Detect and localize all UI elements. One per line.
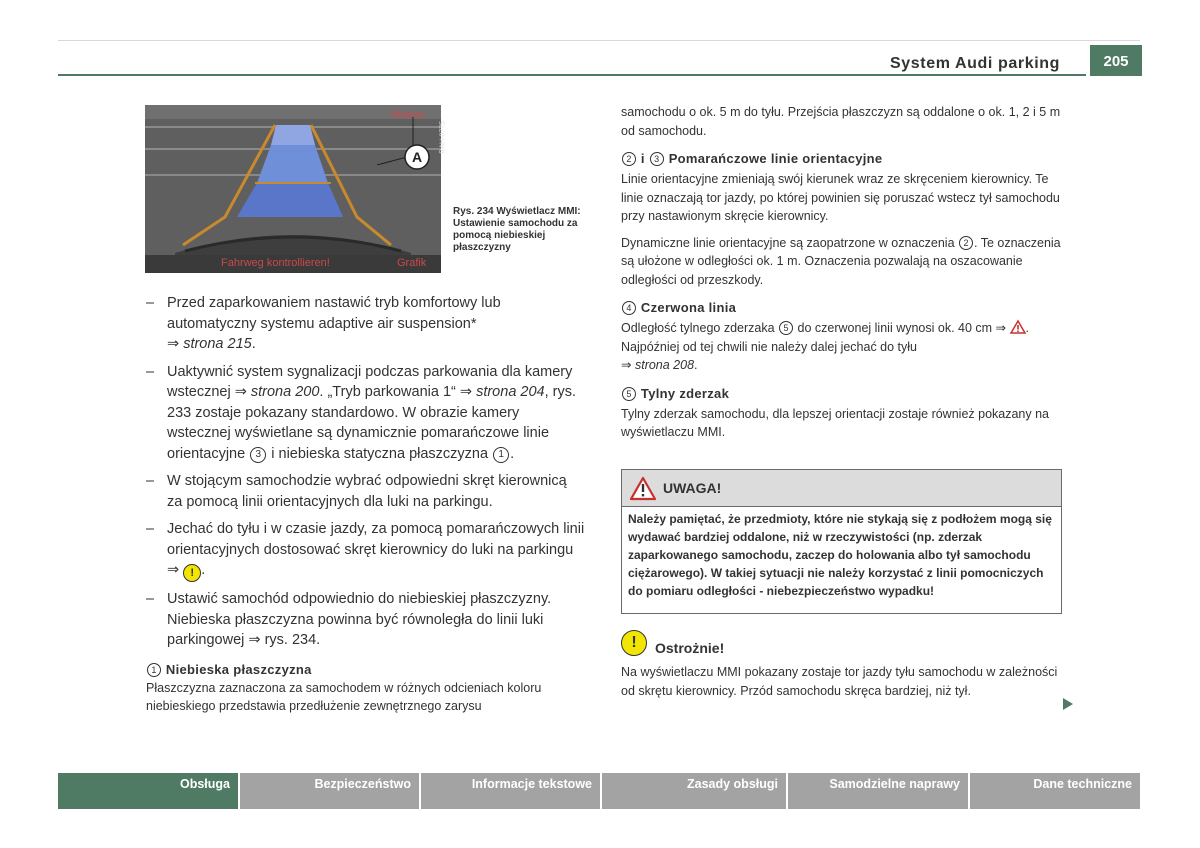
- callout-number-5: 5: [779, 321, 793, 335]
- callout-number-3: 3: [650, 152, 664, 166]
- figure-code: RAH-0775: [439, 121, 447, 154]
- step-item: – Jechać do tyłu i w czasie jazdy, za pomocą pomarańczowych linii orientacyjnych dostosować skręt kierownicy do luki na parkingu ⇒ ! .: [146, 519, 586, 582]
- list-dash: –: [146, 473, 155, 489]
- warning-box: [621, 469, 1062, 614]
- caution-icon: !: [183, 564, 201, 582]
- step-text: Jechać do tyłu i w czasie jazdy, za pomocą pomarańczowych linii orientacyjnych dostosować skręt kierownicy do luki na parkingu ⇒: [167, 521, 585, 578]
- subheading-rear-bumper: 5 Tylny zderzak: [621, 385, 1061, 403]
- fig-grafik-label: Grafik: [397, 257, 427, 269]
- figure-caption: Rys. 234 Wyświetlacz MMI: Ustawienie samochodu za pomocą niebieskiej płaszczyzny: [453, 206, 581, 253]
- paragraph: Linie orientacyjne zmieniają swój kierunek wraz ze skręceniem kierownicy. Te linie oznaczają tor jazdy, po której powinien się poruszać wstecz tył samochodu przy nastawionym skręcie kierownicy.: [621, 172, 1060, 223]
- warning-title: UWAGA!: [663, 480, 722, 496]
- paragraph: Dynamiczne linie orientacyjne są zaopatrzone w oznaczenia 2 . Te oznaczenia są ułożone w odległości ok. 1 m. Oznaczenia pozwalają na oszacowanie odległości od przeszkody.: [621, 235, 1061, 287]
- caution-icon: !: [621, 630, 647, 656]
- tab-bezpieczenstwo[interactable]: Bezpieczeństwo: [240, 773, 419, 809]
- left-column: [146, 293, 586, 716]
- tab-samodzielne-naprawy[interactable]: Samodzielne naprawy: [788, 773, 968, 809]
- list-dash: –: [146, 363, 155, 380]
- step-item: [146, 471, 586, 512]
- callout-number-1: 1: [493, 447, 509, 463]
- step-text: W stojącym samochodzie wybrać odpowiedni skręt kierownicą za pomocą linii orientacyjnych dla luki na parkingu.: [167, 473, 567, 510]
- step-item: – Przed zaparkowaniem nastawić tryb komfortowy lub automatyczny systemu adaptive air suspension* ⇒ strona 215.: [146, 295, 501, 352]
- paragraph: Płaszczyzna zaznaczona za samochodem w różnych odcieniach koloru niebieskiego przedstawia przedłużenie zewnętrznego zarysu: [146, 680, 542, 713]
- callout-number-2: 2: [959, 236, 973, 250]
- callout-number-4: 4: [622, 301, 636, 315]
- rear-camera-illustration: [145, 105, 441, 273]
- callout-a: A: [411, 149, 423, 165]
- tab-obsluga[interactable]: Obsługa: [58, 773, 238, 809]
- page-ref-link[interactable]: strona 200: [250, 384, 320, 400]
- paragraph: samochodu o ok. 5 m do tyłu. Przejścia płaszczyzn są oddalone o ok. 1, 2 i 5 m od samochodu.: [621, 105, 1061, 138]
- subheading-orange-lines: 2 i 3 Pomarańczowe linie orientacyjne: [621, 150, 1061, 168]
- tab-zasady-obslugi[interactable]: Zasady obsługi: [602, 773, 786, 809]
- page-ref-link[interactable]: strona 215: [183, 336, 252, 352]
- right-column: [621, 103, 1061, 442]
- subheading-red-line: 4 Czerwona linia: [621, 299, 1061, 317]
- callout-number-5: 5: [622, 387, 636, 401]
- caution-text: Na wyświetlaczu MMI pokazany zostaje tor jazdy tyłu samochodu w zależności od skrętu kierownicy. Przód samochodu skręca bardziej, niż tył.: [621, 665, 1058, 698]
- paragraph: Tylny zderzak samochodu, dla lepszej orientacji zostaje również pokazany na wyświetlaczu MMI.: [621, 406, 1050, 439]
- step-text: Przed zaparkowaniem nastawić tryb komfortowy lub automatyczny systemu adaptive air suspension*: [167, 295, 501, 332]
- mode-label: Modus: [391, 109, 425, 121]
- footer-nav: [58, 773, 1142, 809]
- caution-title: Ostrożnie!: [655, 640, 725, 656]
- camera-display-figure: [145, 105, 447, 273]
- callout-number-1: 1: [147, 663, 161, 677]
- warning-triangle-icon: [629, 476, 657, 501]
- page-ref-link[interactable]: strona 208: [634, 358, 695, 372]
- subheading-blue-plane: 1 Niebieska płaszczyzna: [146, 661, 586, 679]
- page-ref-link[interactable]: strona 204: [476, 384, 545, 400]
- fig-warning-text: Fahrweg kontrollieren!: [221, 257, 330, 269]
- top-hairline: [58, 40, 1140, 41]
- next-page-arrow-icon[interactable]: [1063, 698, 1073, 710]
- callout-number-2: 2: [622, 152, 636, 166]
- warning-triangle-icon: [1010, 320, 1026, 334]
- page-number: 205: [1090, 45, 1142, 76]
- paragraph: Odległość tylnego zderzaka 5 do czerwonej linii wynosi ok. 40 cm ⇒ . Najpóźniej od tej chwili nie należy dalej jechać do tyłu ⇒ strona 208.: [621, 321, 1029, 372]
- callout-number-3: 3: [250, 447, 266, 463]
- list-dash: –: [146, 521, 155, 537]
- list-dash: –: [146, 591, 155, 607]
- warning-header: [622, 470, 1061, 507]
- ref-arrow: ⇒: [167, 336, 180, 352]
- header-rule: [58, 74, 1086, 76]
- step-item: – Uaktywnić system sygnalizacji podczas parkowania dla kamery wstecznej ⇒ strona 200. „Tryb parkowania 1“ ⇒ strona 204, rys. 233 zostaje pokazany standardowo. W obrazie kamery wstecznej wyświetlane są dynamicznie pomarańczowe linie orientacyjne 3 i niebieska statyczna płaszczyzna 1 .: [146, 363, 577, 462]
- step-text: Ustawić samochód odpowiednio do niebieskiej płaszczyzny. Niebieska płaszczyzna powinna być równoległa do linii luki parkingowej ⇒ rys. 234.: [167, 591, 552, 648]
- tab-informacje-tekstowe[interactable]: Informacje tekstowe: [421, 773, 600, 809]
- list-dash: –: [146, 295, 155, 311]
- warning-text: Należy pamiętać, że przedmioty, które nie stykają się z podłożem mogą się wydawać bardziej oddalone, niż w rzeczywistości (np. zderzak zaparkowanego samochodu, zaczep do holowania albo tył samochodu ciężarowego). W takiej sytuacji nie należy korzystać z linii pomocniczych do pomiaru odległości - niebezpieczeństwo wypadku!: [628, 512, 1052, 598]
- tab-dane-techniczne[interactable]: Dane techniczne: [970, 773, 1140, 809]
- step-item: [146, 589, 586, 651]
- section-title: System Audi parking: [890, 55, 1060, 72]
